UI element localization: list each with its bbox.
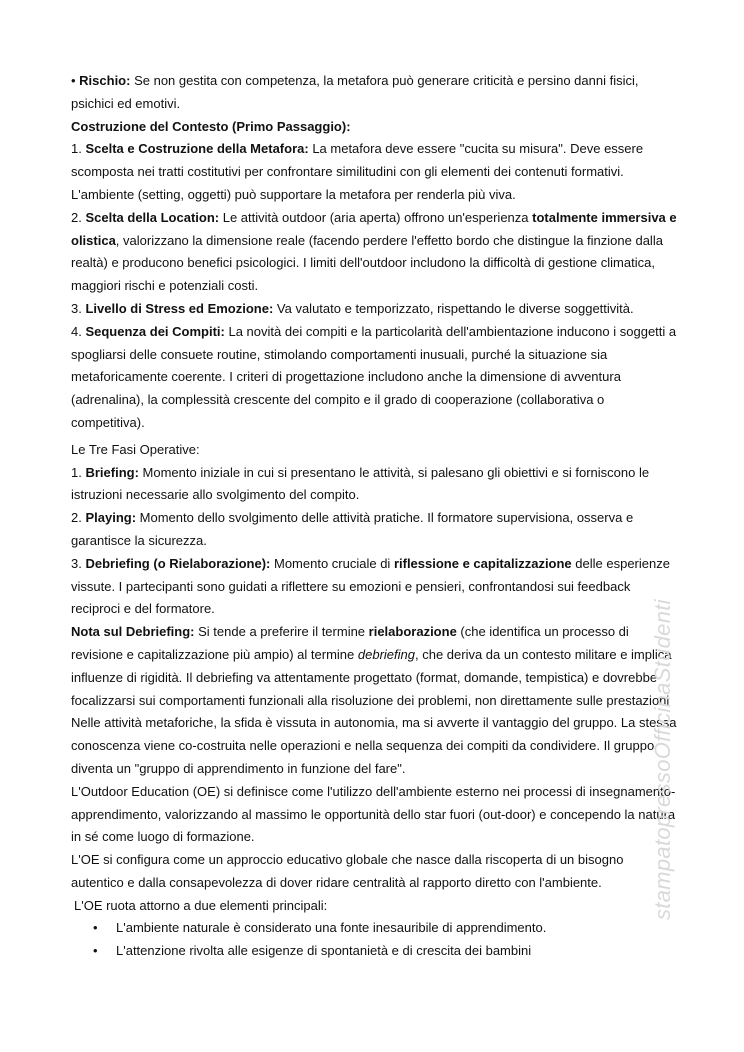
paragraph	[71, 553, 677, 621]
paragraph	[71, 298, 677, 321]
bold-text: riflessione e capitalizzazione	[393, 555, 572, 571]
bold-text: rielaborazione	[368, 624, 457, 640]
text-run: Momento dello svolgimento delle attività pratiche. Il formatore supervisiona, osserva e garantisce la sicurezza.	[71, 510, 634, 548]
paragraph	[71, 439, 677, 462]
bold-text: Scelta della Location:	[85, 209, 220, 225]
bold-text: Costruzione del Contesto (Primo Passaggio):	[71, 118, 351, 134]
text-run: Momento cruciale di	[270, 555, 394, 571]
bold-text: Playing:	[85, 510, 137, 526]
text-run: Nelle attività metaforiche, la sfida è vissuta in autonomia, ma si avverte il vantaggio del gruppo. La stessa conoscenza viene co-costruita nelle operazioni e nella sequenza dei compiti da condividere. Il gruppo diventa un "gruppo di apprendimento in funzione del fare".	[71, 715, 677, 776]
paragraph	[71, 321, 677, 435]
text-run: 3.	[71, 555, 86, 571]
bold-text: Briefing:	[85, 464, 139, 480]
text-run: 2.	[71, 510, 86, 526]
paragraph	[71, 781, 677, 849]
italic-text: debriefing	[357, 646, 415, 662]
text-run: L'OE ruota attorno a due elementi principali:	[74, 897, 328, 913]
paragraph	[71, 507, 677, 553]
text-run: L'OE si configura come un approccio educativo globale che nasce dalla riscoperta di un bisogno autentico e dalla consapevolezza di dover ridare centralità al rapporto diretto con l'ambiente.	[71, 852, 624, 890]
text-run: delle esperienze vissute. I partecipanti sono guidati a riflettere su emozioni e pensieri, confrontandosi sui feedback reciproci e del formatore.	[71, 555, 670, 617]
text-run: Va valutato e temporizzato, rispettando le diverse soggettività.	[273, 300, 634, 316]
text-run: , valorizzano la dimensione reale (facendo perdere l'effetto bordo che distingue la finzione dalla realtà) e producono benefici psicologici. I limiti dell'outdoor includono la difficoltà di gestione climatica, maggiori rischi e potenziali costi.	[71, 232, 663, 294]
text-run: Le Tre Fasi Operative:	[71, 441, 200, 457]
paragraph	[71, 116, 677, 139]
text-run: Le attività outdoor (aria aperta) offrono un'esperienza	[219, 209, 533, 225]
text-run: 1.	[71, 141, 86, 157]
text-run: 1.	[71, 464, 86, 480]
paragraph	[71, 462, 677, 508]
paragraph	[71, 621, 677, 712]
text-run: Momento iniziale in cui si presentano le attività, si palesano gli obiettivi e si forniscono le istruzioni necessarie allo svolgimento del compito.	[71, 464, 650, 503]
bold-text: totalmente immersiva e olistica	[71, 209, 677, 248]
text-run: (che identifica un processo di revisione e capitalizzazione più ampio) al termine	[71, 624, 629, 662]
text-run: La novità dei compiti e la particolarità dell'ambientazione inducono i soggetti a spogliarsi delle consuete routine, stimolando comportamenti inusuali, purché la situazione sia metaforicamente coerente. I criteri di progettazione includono anche la dimensione di avventura (adrenalina), la complessità crescente del compito e il grado di cooperazione (collaborativa o competitiva).	[71, 323, 677, 430]
list-item	[71, 940, 677, 963]
paragraph	[71, 712, 677, 780]
bold-text: Rischio:	[79, 73, 131, 88]
text-run: 4.	[71, 323, 86, 339]
watermark: stampatopressoOfficinaStudenti	[650, 599, 675, 920]
text-run: L'Outdoor Education (OE) si definisce come l'utilizzo dell'ambiente esterno nei processi di insegnamento-apprendimento, valorizzando al massimo le opportunità dello star fuori (out-door) e concependo la natura in sé come luogo di formazione.	[71, 783, 676, 845]
paragraph	[71, 207, 677, 298]
text-run: La metafora deve essere "cucita su misura". Deve essere scomposta nei tratti costitutivi per confrontare similitudini con gli elementi dei contenuti formativi. L'ambiente (setting, oggetti) può supportare la metafora per renderla più viva.	[71, 141, 644, 202]
text-run: , che deriva da un contesto militare e implica influenze di rigidità. Il debriefing va attentamente progettato (format, domande, tempistica) e dovrebbe focalizzarsi sui comportamenti funzionali alla risoluzione dei problemi, non direttamente sulle prestazioni	[71, 646, 672, 708]
bold-text: Livello di Stress ed Emozione:	[85, 300, 274, 316]
text-run: Se non gestita con competenza, la metafora può generare criticità e persino danni fisici, psichici ed emotivi.	[71, 73, 639, 111]
text-run: Si tende a preferire il termine	[194, 624, 369, 640]
list-item-text: L'attenzione rivolta alle esigenze di spontanietà e di crescita dei bambini	[116, 943, 532, 959]
paragraph	[71, 895, 677, 918]
paragraph	[71, 70, 677, 116]
bold-text: Sequenza dei Compiti:	[85, 323, 225, 339]
text-run: 2.	[71, 209, 86, 225]
paragraph	[71, 849, 677, 895]
document-body	[71, 70, 677, 963]
bold-text: Scelta e Costruzione della Metafora:	[85, 141, 309, 157]
list-item-text: L'ambiente naturale è considerato una fonte inesauribile di apprendimento.	[116, 920, 547, 936]
bold-text: Nota sul Debriefing:	[71, 624, 195, 640]
paragraph	[71, 138, 677, 206]
bullet-icon: •	[93, 920, 98, 936]
bold-text: Debriefing (o Rielaborazione):	[85, 555, 271, 571]
list-item	[71, 917, 677, 940]
text-run: •	[71, 73, 80, 88]
text-run: 3.	[71, 300, 86, 316]
bullet-icon: •	[93, 943, 98, 959]
